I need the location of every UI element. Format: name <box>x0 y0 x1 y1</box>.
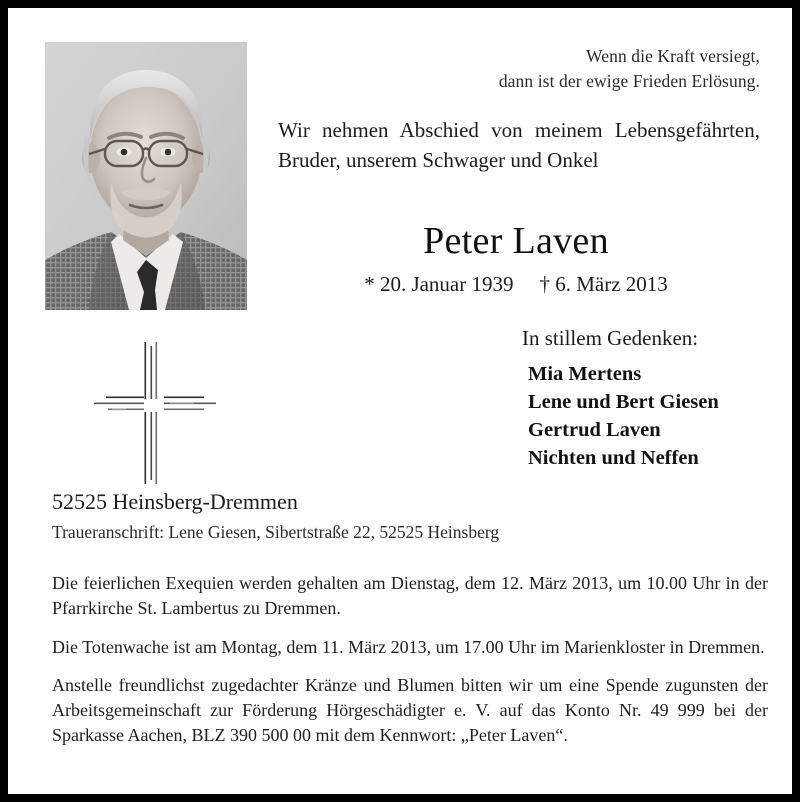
list-item: Mia Mertens <box>528 363 642 385</box>
mourners-heading: In stillem Gedenken: <box>522 326 699 350</box>
mourners-list <box>528 360 719 472</box>
lead-paragraph: Wir nehmen Abschied von meinem Lebensgefährten, Bruder, unserem Schwager und Onkel <box>278 118 760 172</box>
motto-line-2: dann ist der ewige Frieden Erlösung. <box>498 70 760 91</box>
contact-address: Traueranschrift: Lene Giesen, Sibertstraße 22, 52525 Heinsberg <box>52 522 500 542</box>
list-item: Lene und Bert Giesen <box>528 391 719 414</box>
motto-line-1: Wenn die Kraft versiegt, <box>586 46 760 66</box>
cross-icon <box>92 342 216 484</box>
deceased-dates <box>270 272 762 297</box>
details-paragraph: Die feierlichen Exequien werden gehalten am Dienstag, dem 12. März 2013, um 10.00 Uhr in der Pfarrkirche St. Lambertus zu Dremmen. <box>52 573 768 618</box>
portrait-photo <box>45 42 247 310</box>
cross-icon-graphic <box>92 342 216 484</box>
portrait-photo-image <box>45 42 247 310</box>
city-line: 52525 Heinsberg-Dremmen <box>52 489 298 514</box>
list-item: Gertrud Laven <box>528 419 661 442</box>
motto <box>270 44 760 94</box>
deceased-name: Peter Laven <box>423 220 609 262</box>
details-block <box>52 571 768 748</box>
details-paragraph: Die Totenwache ist am Montag, dem 11. März 2013, um 17.00 Uhr im Marienkloster in Dremmen. <box>52 636 765 657</box>
notice-inner <box>8 8 792 794</box>
details-paragraph: Anstelle freundlichst zugedachter Kränze und Blumen bitten wir um eine Spende zugunsten der Arbeitsgemeinschaft zur Förderung Hörgeschädigter e. V. auf das Konto Nr. 49 999 bei der Sparkasse Aachen, BLZ 390 500 00 mit dem Kennwort: „Peter Laven“. <box>52 675 768 746</box>
birth-date: * 20. Januar 1939 <box>364 272 514 296</box>
death-date: † 6. März 2013 <box>539 272 668 296</box>
list-item: Nichten und Neffen <box>528 447 699 470</box>
